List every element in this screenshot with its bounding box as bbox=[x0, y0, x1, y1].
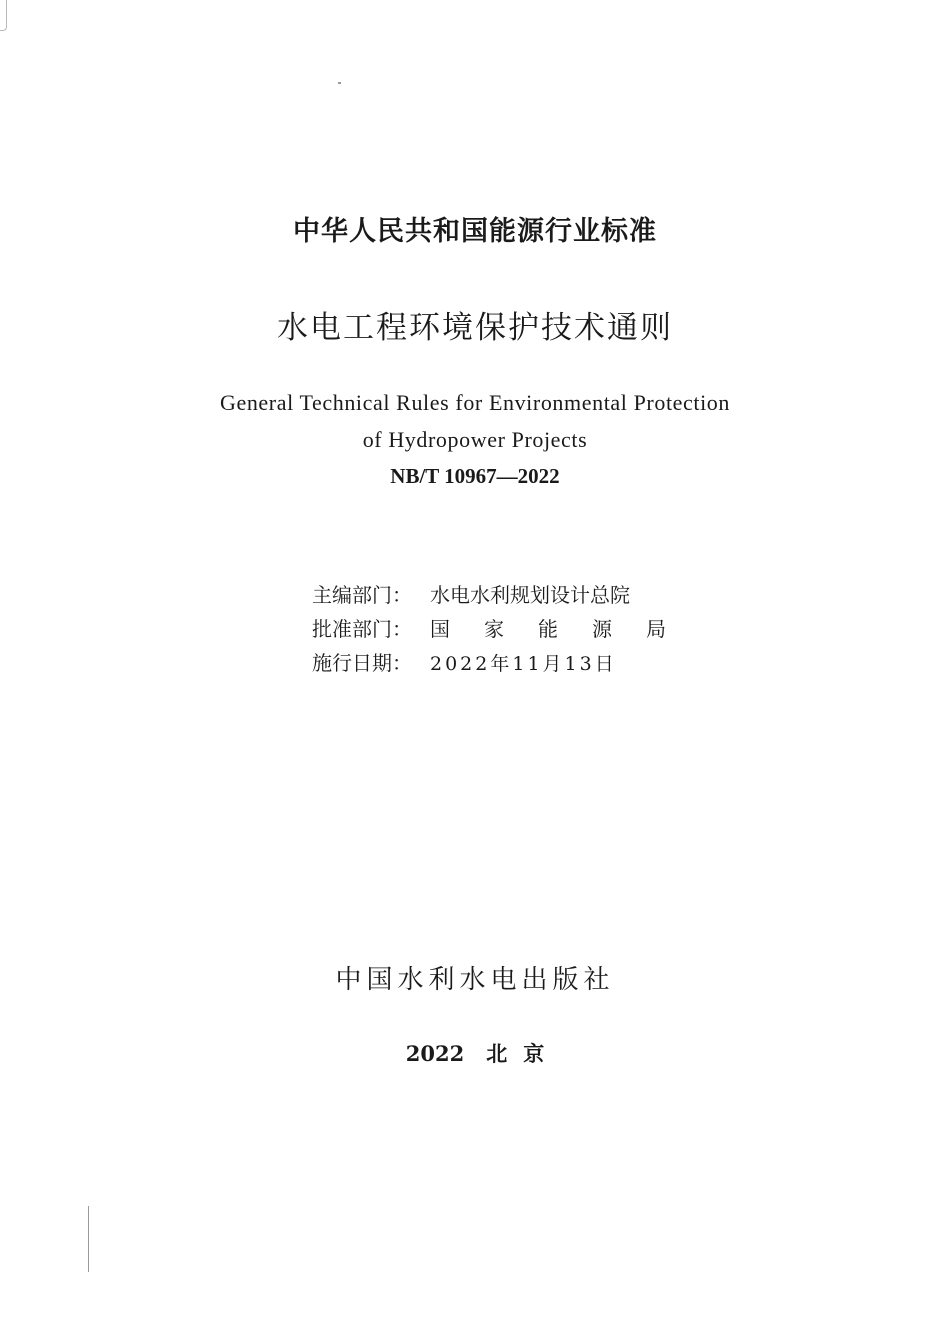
imprint-city-char: 北 bbox=[486, 1041, 508, 1066]
imprint-year: 2022 bbox=[405, 1041, 465, 1066]
issuance-info bbox=[312, 578, 672, 680]
approver-value bbox=[430, 612, 666, 646]
editor-label: 主编部门： bbox=[312, 583, 412, 607]
approver-char: 局 bbox=[646, 617, 666, 641]
editor-value: 水电水利规划设计总院 bbox=[430, 583, 630, 607]
document-title-chinese: 水电工程环境保护技术通则 bbox=[277, 310, 673, 346]
effective-date-label: 施行日期： bbox=[312, 651, 412, 675]
scan-corner-mark bbox=[0, 0, 7, 31]
approver-char: 家 bbox=[484, 617, 504, 641]
approver-char: 源 bbox=[592, 617, 612, 641]
scan-speck bbox=[338, 82, 341, 84]
editor-row bbox=[312, 578, 672, 612]
approver-row bbox=[312, 612, 672, 646]
imprint-city-char: 京 bbox=[523, 1041, 545, 1066]
approver-char: 国 bbox=[430, 617, 450, 641]
document-title-english-line-2: of Hydropower Projects bbox=[362, 427, 588, 452]
effective-date-value: 2022年11月13日 bbox=[430, 653, 617, 675]
approver-char: 能 bbox=[538, 617, 558, 641]
scan-edge-line bbox=[88, 1206, 89, 1272]
effective-date-row bbox=[312, 646, 672, 680]
approver-label: 批准部门： bbox=[312, 617, 412, 641]
standard-number: NB/T 10967—2022 bbox=[390, 464, 560, 488]
publisher-name: 中国水利水电出版社 bbox=[335, 965, 615, 995]
imprint bbox=[0, 1038, 950, 1070]
standard-category: 中华人民共和国能源行业标准 bbox=[293, 216, 657, 247]
document-title-english-line-1: General Technical Rules for Environmental Protection bbox=[219, 390, 731, 415]
